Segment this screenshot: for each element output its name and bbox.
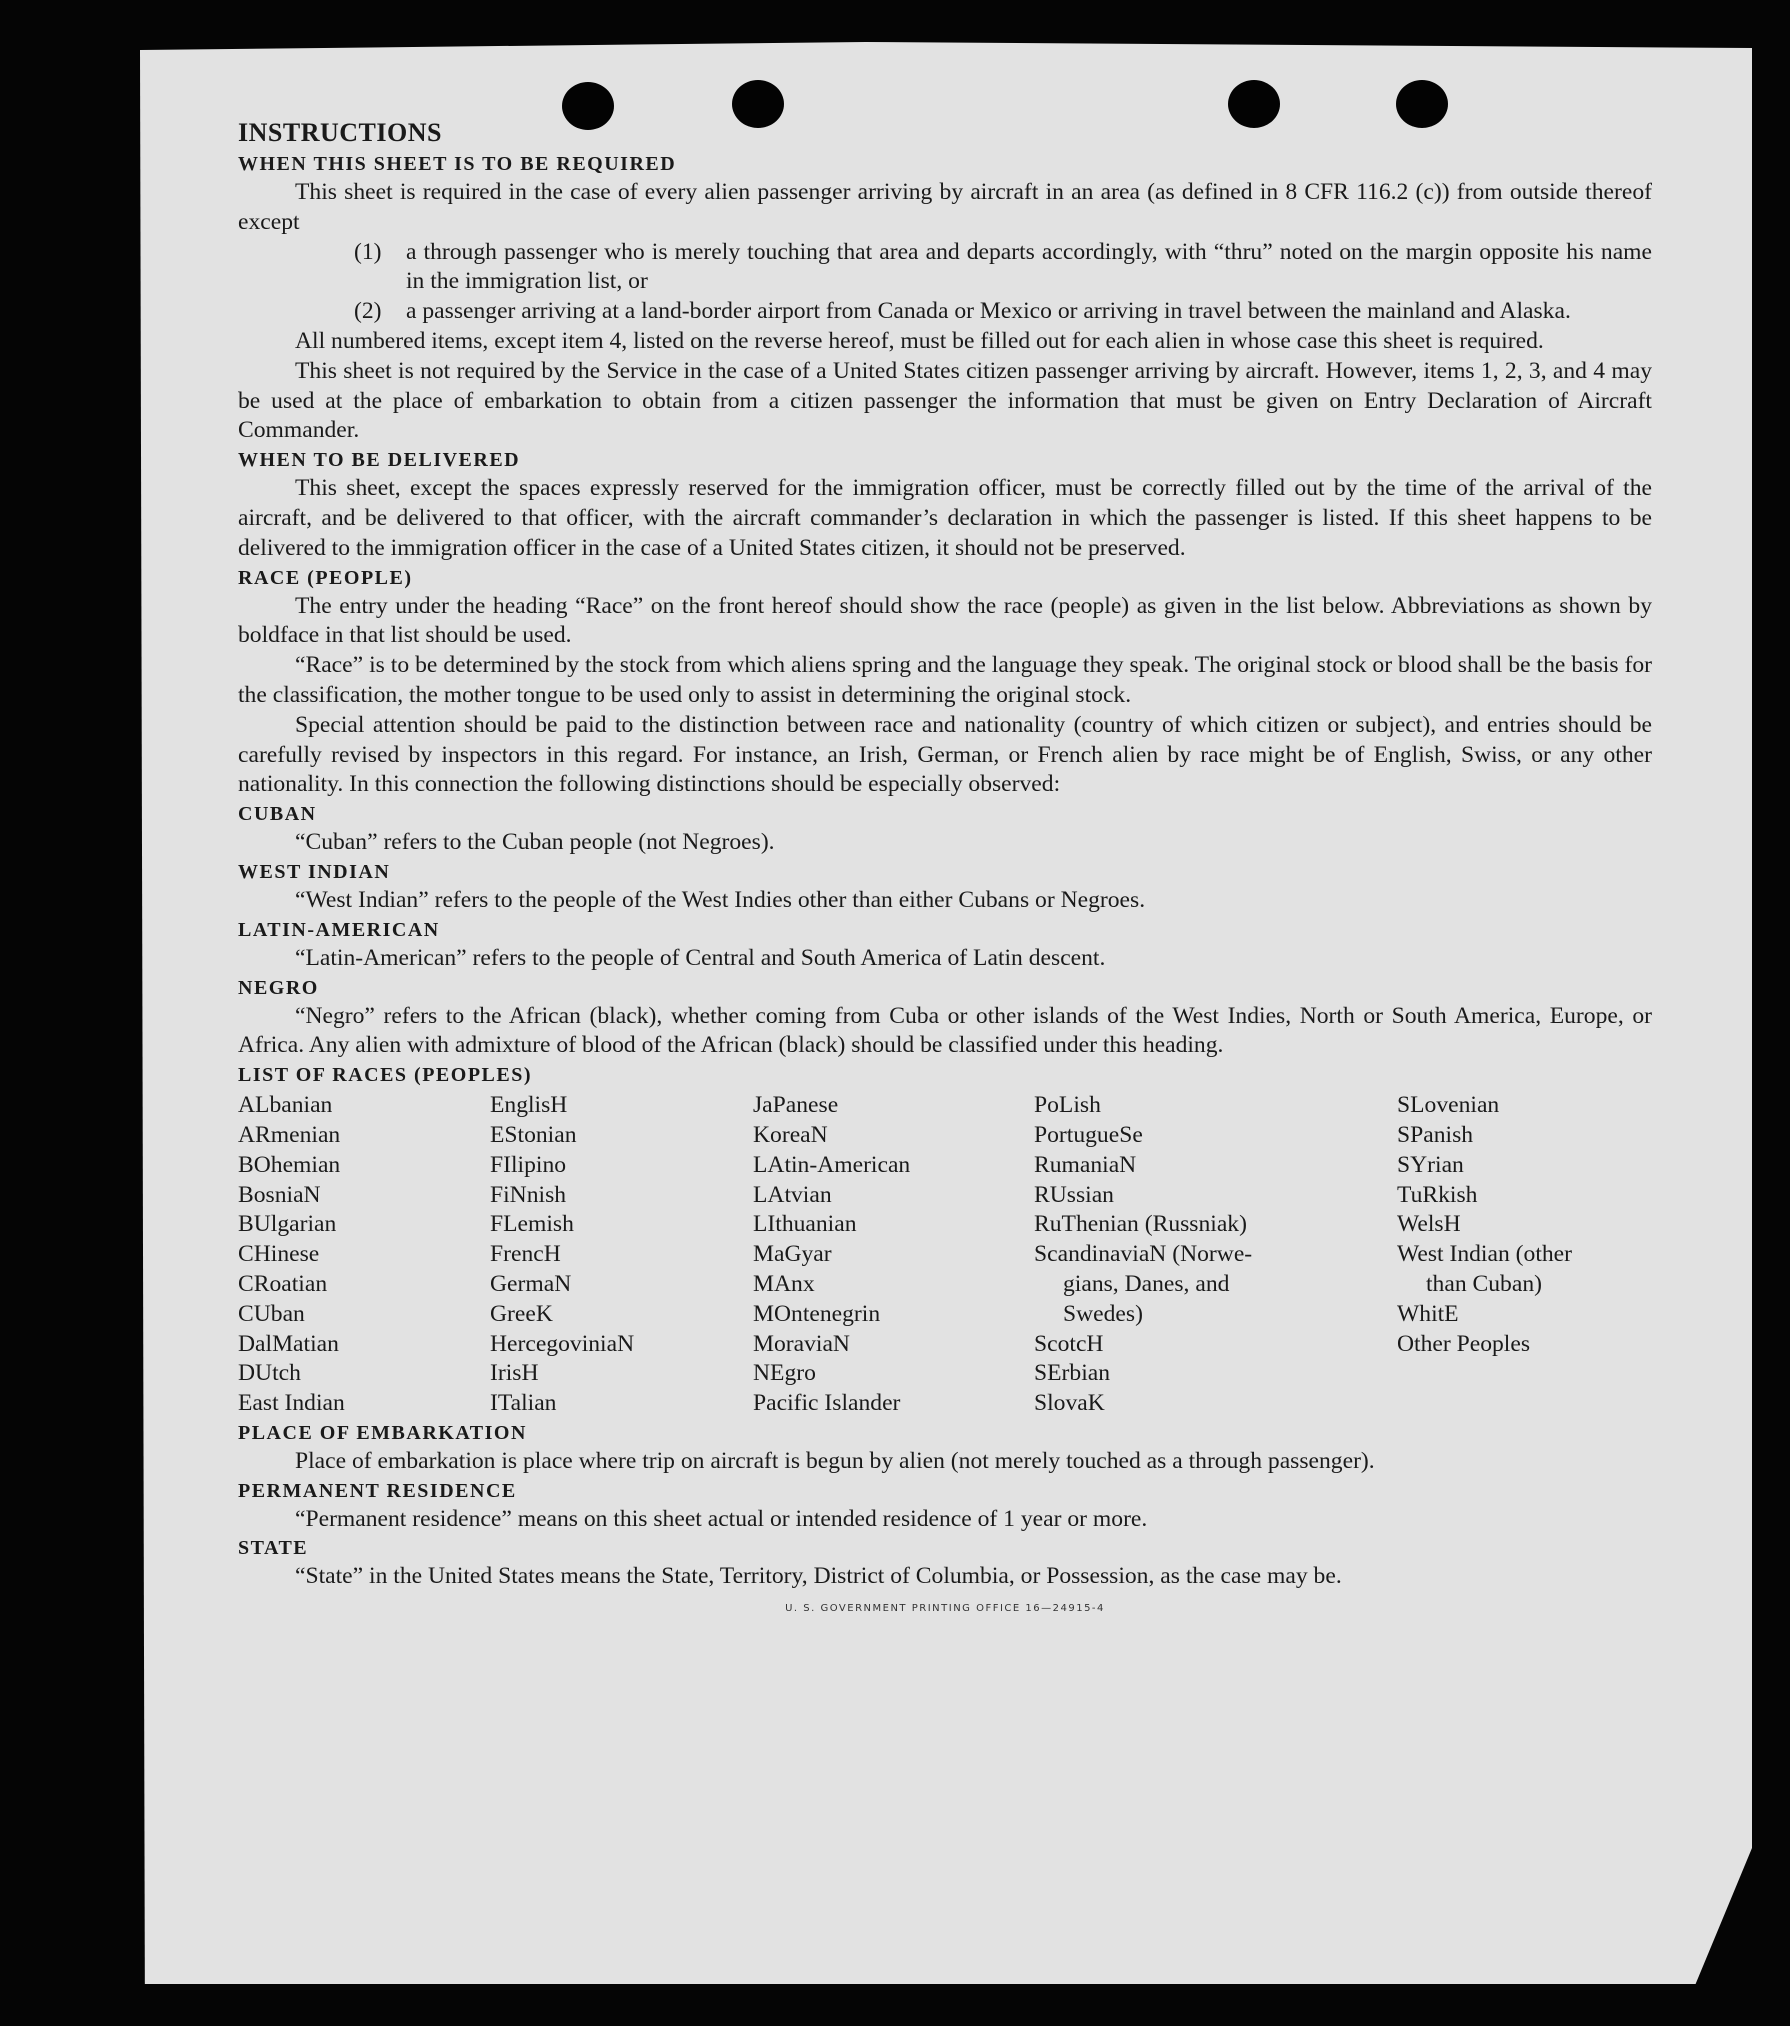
race-entry: East Indian — [238, 1390, 345, 1417]
race-entry: Pacific Islander — [753, 1390, 901, 1417]
race-entry: West Indian (other — [1397, 1241, 1572, 1268]
race-entry: Swedes) — [1063, 1300, 1143, 1327]
race-entry: RUssian — [1034, 1181, 1114, 1208]
race-entry: ITalian — [490, 1390, 557, 1417]
races-column — [1034, 1091, 1397, 1419]
race-entry: FiNnish — [490, 1181, 567, 1208]
section-heading-state: STATE — [238, 1537, 309, 1560]
race-entry: JaPanese — [753, 1092, 839, 1119]
paragraph: This sheet, except the spaces expressly reserved for the immigration officer, must be correctly filled out by the time of the arrival of the aircraft, and be delivered to that officer, with the aircraft commander’s declaration in which the passenger is listed. If this sheet happens to be delivered to the immigration officer in the case of a United States citizen, it should not be preserved. — [238, 475, 1652, 561]
race-entry: BOhemian — [238, 1151, 341, 1178]
printer-imprint: U. S. GOVERNMENT PRINTING OFFICE 16—24915-4 — [785, 1603, 1105, 1615]
races-column — [238, 1091, 490, 1419]
race-entry: LAtvian — [753, 1181, 832, 1208]
race-entry: MoraviaN — [753, 1330, 850, 1357]
race-entry: DalMatian — [238, 1330, 339, 1357]
item-number: (1) — [354, 238, 382, 265]
race-entry: SlovaK — [1034, 1390, 1105, 1417]
section-heading-negro: NEGRO — [238, 976, 319, 999]
race-entry: MAnx — [753, 1270, 815, 1297]
race-entry: FrencH — [490, 1241, 561, 1268]
section-heading-residence: PERMANENT RESIDENCE — [238, 1479, 517, 1502]
race-entry: FIlipino — [490, 1151, 567, 1178]
race-entry: ARmenian — [238, 1121, 341, 1148]
section-heading-latin-american: LATIN-AMERICAN — [238, 918, 440, 941]
section-heading-race: RACE (PEOPLE) — [238, 566, 413, 589]
race-entry: CRoatian — [238, 1270, 328, 1297]
race-entry: BUlgarian — [238, 1211, 337, 1238]
race-entry: BosniaN — [238, 1181, 321, 1208]
section-heading-list-of-races: LIST OF RACES (PEOPLES) — [238, 1064, 533, 1087]
race-entry: Other Peoples — [1397, 1330, 1531, 1357]
race-entry: SLovenian — [1397, 1092, 1500, 1119]
paragraph: This sheet is not required by the Service in the case of a United States citizen passenger arriving by aircraft. However, items 1, 2, 3, and 4 may be used at the place of embarkation to obtain from a citizen passenger the information that must be given on Entry Declaration of Aircraft Commander. — [238, 357, 1652, 444]
paragraph: Place of embarkation is place where trip on aircraft is begun by alien (not merely touched as a through passenger). — [295, 1447, 1375, 1474]
race-entry: CHinese — [238, 1241, 320, 1268]
race-entry: HercegoviniaN — [490, 1330, 635, 1357]
race-entry: PoLish — [1034, 1092, 1101, 1119]
race-entry: TuRkish — [1397, 1181, 1478, 1208]
race-entry: EnglisH — [490, 1092, 568, 1119]
paragraph: The entry under the heading “Race” on the front hereof should show the race (people) as given in the list below. Abbreviations as shown by boldface in that list should be used. — [238, 592, 1652, 649]
item-text: a passenger arriving at a land-border airport from Canada or Mexico or arriving in travel between the mainland and Alaska. — [406, 298, 1571, 325]
race-entry: WhitE — [1397, 1300, 1459, 1327]
race-entry: EStonian — [490, 1121, 577, 1148]
race-entry: ALbanian — [238, 1092, 333, 1119]
race-entry: DUtch — [238, 1360, 301, 1387]
paragraph: “State” in the United States means the State, Territory, District of Columbia, or Possession, as the case may be. — [295, 1563, 1342, 1590]
section-heading-when-delivered: WHEN TO BE DELIVERED — [238, 449, 521, 472]
paragraph: Special attention should be paid to the distinction between race and nationality (country of which citizen or subject), and entries should be carefully revised by inspectors in this regard. For instance, an Irish, German, or French alien by race might be of English, Swiss, or any other nationality. In this connection the following distinctions should be especially observed: — [238, 711, 1652, 798]
race-entry: SErbian — [1034, 1360, 1111, 1387]
race-entry: MaGyar — [753, 1241, 832, 1268]
races-column — [1397, 1091, 1652, 1419]
race-entry: NEgro — [753, 1360, 816, 1387]
races-column — [753, 1091, 1034, 1419]
paragraph: “Negro” refers to the African (black), whether coming from Cuba or other islands of the West Indies, North or South America, Europe, or Africa. Any alien with admixture of blood of the African (black) should be classified under this heading. — [238, 1002, 1652, 1059]
race-entry: SYrian — [1397, 1151, 1464, 1178]
race-entry: IrisH — [490, 1360, 539, 1387]
race-entry: GermaN — [490, 1270, 572, 1297]
race-entry: WelsH — [1397, 1211, 1461, 1238]
race-entry: ScandinaviaN (Norwe- — [1034, 1241, 1253, 1268]
item-number: (2) — [354, 298, 382, 325]
numbered-item — [238, 297, 1652, 327]
section-heading-west-indian: WEST INDIAN — [238, 860, 391, 883]
race-entry: LAtin-American — [753, 1151, 911, 1178]
paragraph: This sheet is required in the case of every alien passenger arriving by aircraft in an area (as defined in 8 CFR 116.2 (c)) from outside thereof except — [238, 179, 1652, 235]
race-entry: KoreaN — [753, 1121, 828, 1148]
page-title: INSTRUCTIONS — [238, 118, 442, 147]
instructions-page — [238, 116, 1652, 1624]
race-entry: SPanish — [1397, 1121, 1474, 1148]
paragraph: “West Indian” refers to the people of the West Indies other than either Cubans or Negroes. — [295, 886, 1146, 913]
paragraph: “Latin-American” refers to the people of Central and South America of Latin descent. — [295, 944, 1106, 971]
race-entry: RumaniaN — [1034, 1151, 1137, 1178]
paragraph: “Permanent residence” means on this sheet actual or intended residence of 1 year or more. — [295, 1505, 1148, 1532]
races-list — [238, 1091, 1652, 1419]
numbered-item — [238, 238, 1652, 298]
paragraph: “Race” is to be determined by the stock from which aliens spring and the language they speak. The original stock or blood shall be the basis for the classification, the mother tongue to be used only to assist in determining the original stock. — [238, 652, 1652, 708]
race-entry: FLemish — [490, 1211, 574, 1238]
race-entry: CUban — [238, 1300, 305, 1327]
section-heading-when-required: WHEN THIS SHEET IS TO BE REQUIRED — [238, 153, 677, 175]
race-entry: MOntenegrin — [753, 1300, 881, 1327]
race-entry: than Cuban) — [1426, 1270, 1542, 1297]
race-entry: gians, Danes, and — [1063, 1270, 1230, 1297]
paragraph: All numbered items, except item 4, listed on the reverse hereof, must be filled out for each alien in whose case this sheet is required. — [295, 327, 1544, 354]
paragraph: “Cuban” refers to the Cuban people (not Negroes). — [295, 829, 775, 856]
races-column — [490, 1091, 753, 1419]
section-heading-embarkation: PLACE OF EMBARKATION — [238, 1421, 527, 1444]
item-text: a through passenger who is merely touching that area and departs accordingly, with “thru” noted on the margin opposite his name in the immigration list, or — [406, 238, 1652, 295]
race-entry: RuThenian (Russniak) — [1034, 1211, 1247, 1238]
race-entry: PortugueSe — [1034, 1121, 1143, 1148]
race-entry: GreeK — [490, 1300, 553, 1327]
race-entry: LIthuanian — [753, 1211, 857, 1238]
race-entry: ScotcH — [1034, 1330, 1104, 1357]
section-heading-cuban: CUBAN — [238, 803, 317, 826]
